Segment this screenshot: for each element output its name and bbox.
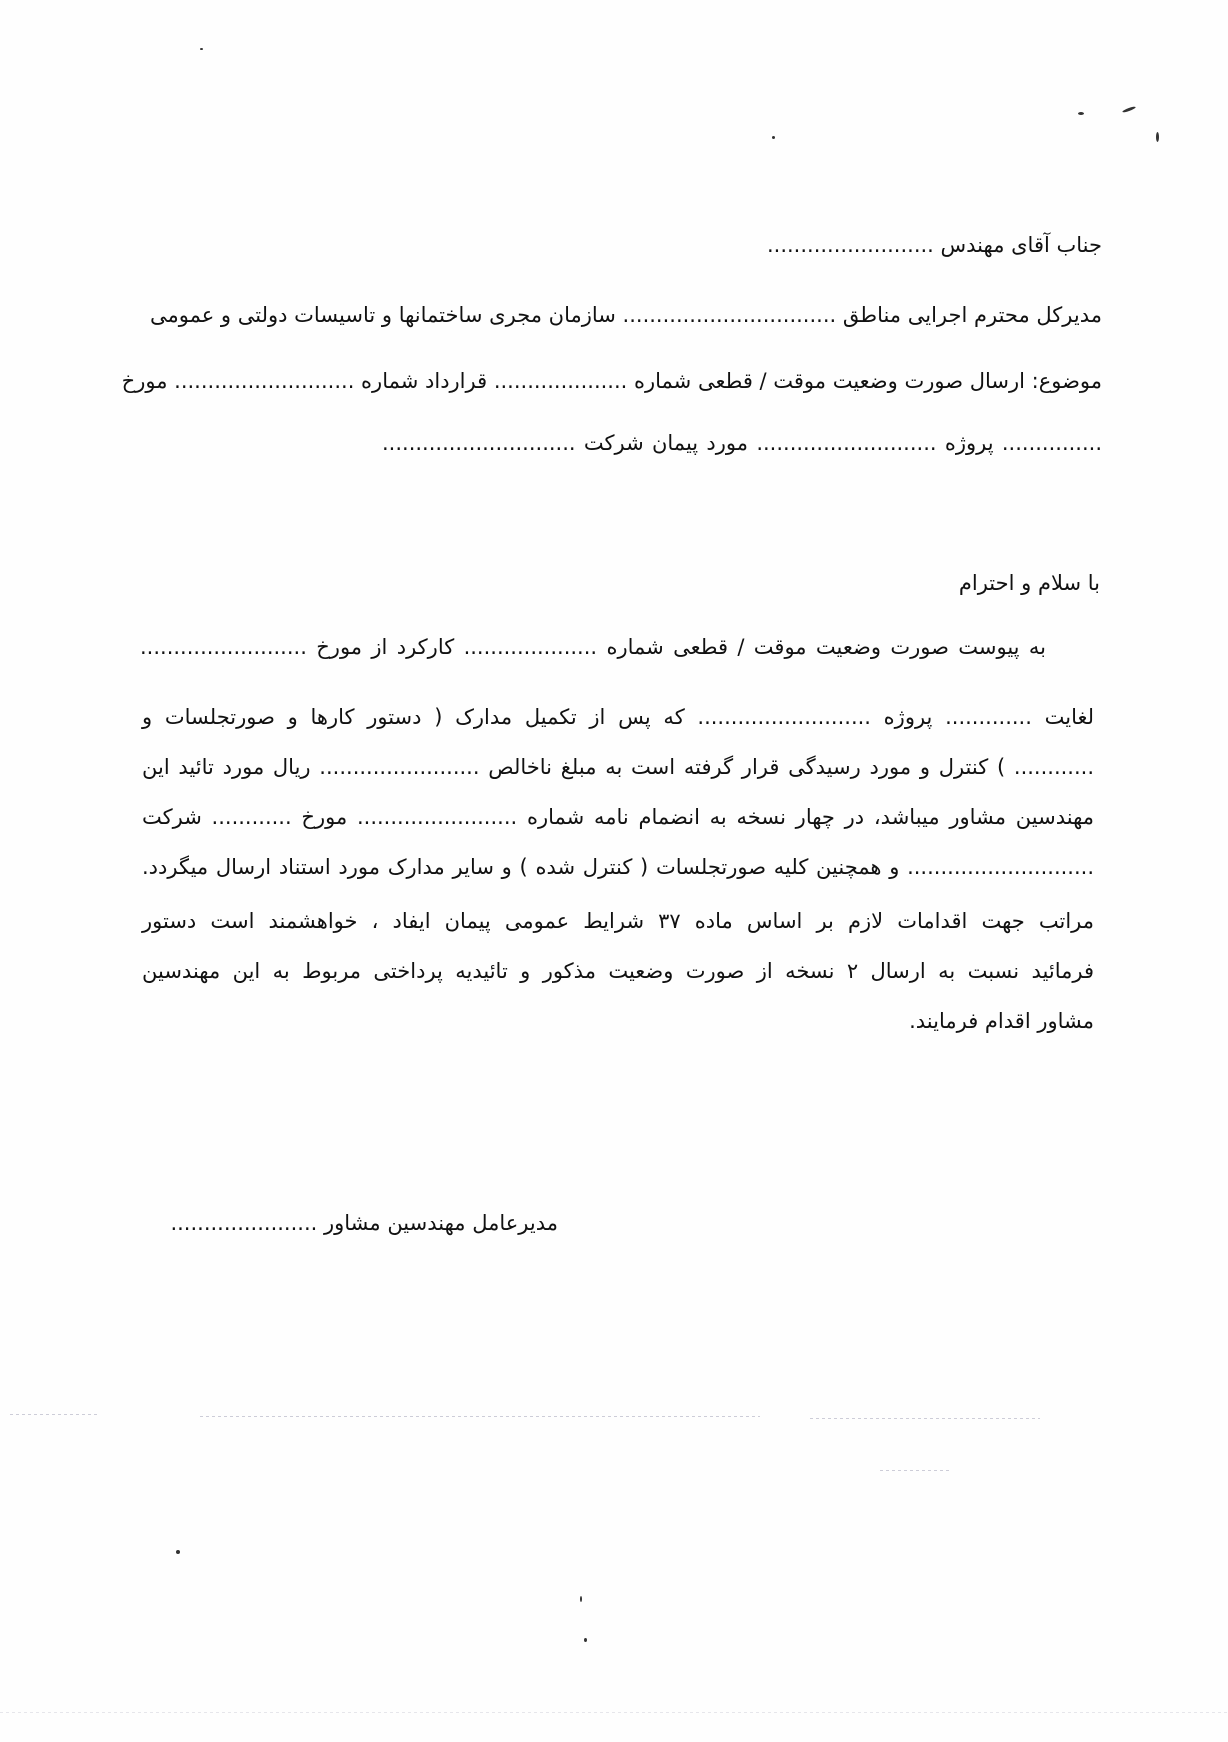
body-line-1: به پیوست صورت وضعیت موقت / قطعی شماره .................... کارکرد از مورخ ......................... bbox=[140, 635, 1046, 659]
scan-speck bbox=[584, 1638, 587, 1642]
scan-line bbox=[10, 1414, 100, 1415]
body-line-5: ............................ و همچنین کلیه صورتجلسات ( کنترل شده ) و سایر مدارک مورد استناد ارسال میگردد. bbox=[142, 855, 1094, 879]
greeting: با سلام و احترام bbox=[958, 571, 1100, 595]
body-line-2: لغایت ............. پروژه .......................... که پس از تکمیل مدارک ( دستور کارها و صورتجلسات و bbox=[142, 705, 1094, 729]
scan-line bbox=[0, 1712, 1228, 1713]
body-line-7: فرمائید نسبت به ارسال ۲ نسخه از صورت وضعیت مذکور و تائیدیه پرداختی مربوط به این مهندسین bbox=[142, 959, 1094, 983]
body-line-4: مهندسین مشاور میباشد، در چهار نسخه به انضمام نامه شماره ........................ مورخ ............ شرکت bbox=[142, 805, 1094, 829]
body-line-3: ............ ) کنترل و مورد رسیدگی قرار گرفته است به مبلغ ناخالص ........................ ریال مورد تائید این bbox=[142, 755, 1094, 779]
signature-line: مدیرعامل مهندسین مشاور ...................... bbox=[170, 1211, 558, 1235]
body-line-8: مشاور اقدام فرمایند. bbox=[909, 1009, 1094, 1033]
body-line-6: مراتب جهت اقدامات لازم بر اساس ماده ۳۷ شرایط عمومی پیمان ایفاد ، خواهشمند است دستور bbox=[142, 909, 1094, 933]
scan-speck bbox=[1122, 106, 1136, 114]
scan-speck bbox=[1156, 132, 1159, 142]
project-line: ............... پروژه ........................... مورد پیمان شرکت ............................. bbox=[382, 431, 1102, 455]
scan-speck bbox=[580, 1596, 582, 1602]
addressee-line: جناب آقای مهندس ......................... bbox=[766, 233, 1102, 257]
recipient-title-line: مدیرکل محترم اجرایی مناطق ................................ سازمان مجری ساختمانها و تاسیسات دولتی و عمومی bbox=[149, 303, 1102, 327]
scan-speck bbox=[1078, 112, 1084, 115]
scan-line bbox=[810, 1418, 1040, 1419]
scan-speck bbox=[176, 1550, 180, 1554]
scan-speck bbox=[200, 48, 203, 50]
scan-line bbox=[880, 1470, 950, 1471]
scan-speck bbox=[772, 136, 775, 139]
subject-line: موضوع: ارسال صورت وضعیت موقت / قطعی شماره .................... قرارداد شماره ........................... مورخ bbox=[121, 369, 1102, 393]
scan-line bbox=[200, 1416, 760, 1417]
